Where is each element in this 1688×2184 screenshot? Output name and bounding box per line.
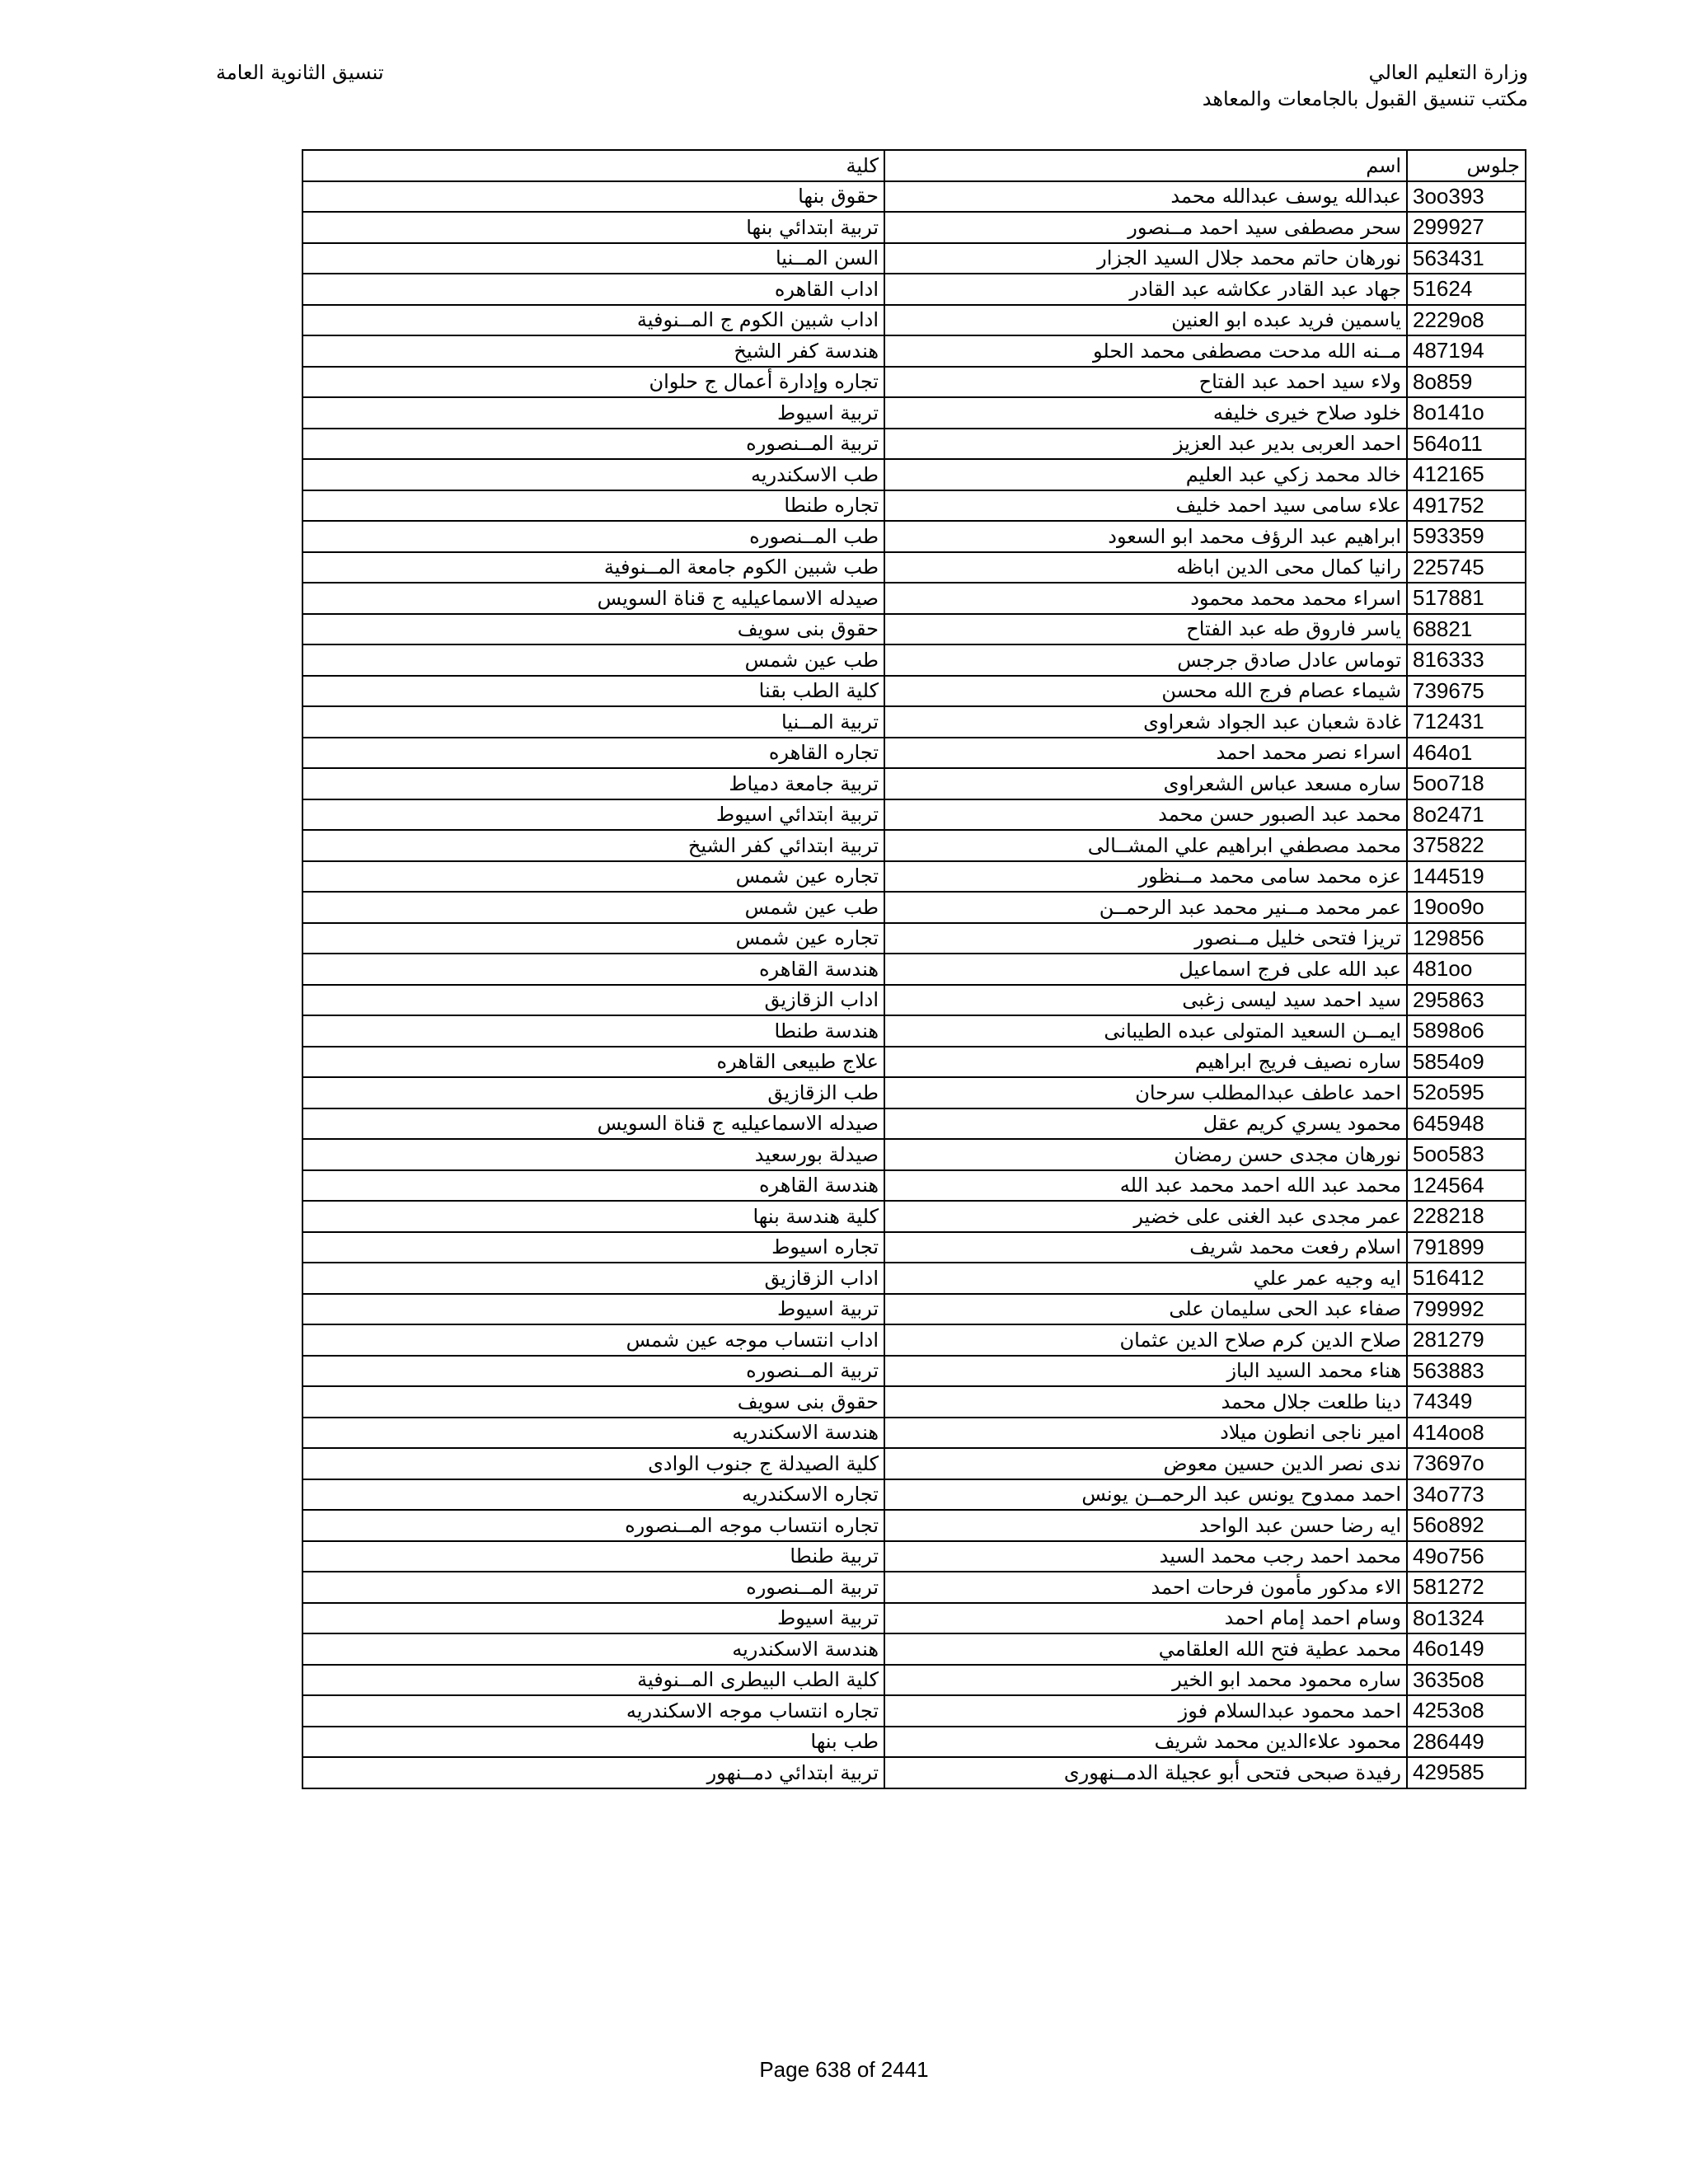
faculty-cell: صيدله الاسماعيليه ج قناة السويس — [302, 1108, 884, 1140]
table-row — [302, 367, 1526, 398]
faculty-cell: طب الزقازيق — [302, 1077, 884, 1108]
student-name-cell: عزه محمد سامى محمد مــنظور — [884, 861, 1407, 893]
faculty-cell: تجاره القاهره — [302, 738, 884, 769]
seat-number-cell: 34o773 — [1407, 1479, 1526, 1511]
faculty-cell: هندسة طنطا — [302, 1015, 884, 1047]
seat-number-cell: 281279 — [1407, 1324, 1526, 1356]
faculty-cell: تربية طنطا — [302, 1541, 884, 1572]
faculty-cell: كلية الطب بقنا — [302, 676, 884, 707]
table-row — [302, 521, 1526, 552]
student-name-cell: عبدالله يوسف عبدالله محمد — [884, 181, 1407, 213]
table-row — [302, 1448, 1526, 1479]
seat-number-cell: 8o859 — [1407, 367, 1526, 398]
table-row — [302, 335, 1526, 367]
seat-number-cell: 491752 — [1407, 490, 1526, 522]
seat-number-cell: 74349 — [1407, 1386, 1526, 1418]
student-name-cell: عمر مجدى عبد الغنى على خضير — [884, 1201, 1407, 1232]
seat-number-cell: 487194 — [1407, 335, 1526, 367]
faculty-cell: طب شبين الكوم جامعة المــنوفية — [302, 552, 884, 583]
ministry-title: وزارة التعليم العالي — [1368, 61, 1528, 84]
seat-number-cell: 19oo9o — [1407, 892, 1526, 923]
student-name-cell: عبد الله على فرج اسماعيل — [884, 954, 1407, 985]
table-body — [302, 181, 1526, 1788]
table-row — [302, 1047, 1526, 1078]
faculty-cell: تجاره عين شمس — [302, 861, 884, 893]
table-row — [302, 1232, 1526, 1263]
table-row — [302, 614, 1526, 645]
table-row — [302, 1170, 1526, 1202]
student-name-cell: ولاء سيد احمد عبد الفتاح — [884, 367, 1407, 398]
table-row — [302, 459, 1526, 490]
seat-number-cell: 68821 — [1407, 614, 1526, 645]
table-row — [302, 212, 1526, 243]
faculty-cell: تجاره عين شمس — [302, 923, 884, 954]
seat-number-cell: 8o1324 — [1407, 1603, 1526, 1634]
faculty-cell: تربية المــنيا — [302, 706, 884, 738]
seat-number-cell: 563431 — [1407, 243, 1526, 274]
table-row — [302, 305, 1526, 336]
column-header-name: اسم — [884, 150, 1407, 181]
seat-number-cell: 563883 — [1407, 1356, 1526, 1387]
seat-number-cell: 3oo393 — [1407, 181, 1526, 213]
seat-number-cell: 429585 — [1407, 1757, 1526, 1788]
student-name-cell: اسراء نصر محمد احمد — [884, 738, 1407, 769]
seat-number-cell: 2229o8 — [1407, 305, 1526, 336]
faculty-cell: تجاره وإدارة أعمال ج حلوان — [302, 367, 884, 398]
seat-number-cell: 8o2471 — [1407, 799, 1526, 831]
student-name-cell: امير ناجى انطون ميلاد — [884, 1418, 1407, 1449]
seat-number-cell: 739675 — [1407, 676, 1526, 707]
table-row — [302, 1695, 1526, 1727]
office-title: مكتب تنسيق القبول بالجامعات والمعاهد — [1202, 87, 1528, 110]
table-header-row — [302, 150, 1526, 181]
table-row — [302, 429, 1526, 460]
table-row — [302, 1727, 1526, 1758]
seat-number-cell: 712431 — [1407, 706, 1526, 738]
faculty-cell: طب عين شمس — [302, 644, 884, 676]
student-name-cell: محمود علاءالدين محمد شريف — [884, 1727, 1407, 1758]
seat-number-cell: 49o756 — [1407, 1541, 1526, 1572]
faculty-cell: هندسة الاسكندريه — [302, 1418, 884, 1449]
seat-number-cell: 228218 — [1407, 1201, 1526, 1232]
student-name-cell: علاء سامى سيد احمد خليف — [884, 490, 1407, 522]
student-name-cell: وسام احمد إمام احمد — [884, 1603, 1407, 1634]
faculty-cell: حقوق بنى سويف — [302, 1386, 884, 1418]
faculty-cell: طب الاسكندريه — [302, 459, 884, 490]
student-name-cell: هناء محمد السيد الباز — [884, 1356, 1407, 1387]
seat-number-cell: 286449 — [1407, 1727, 1526, 1758]
table-row — [302, 923, 1526, 954]
faculty-cell: تربية ابتدائي بنها — [302, 212, 884, 243]
seat-number-cell: 464o1 — [1407, 738, 1526, 769]
student-name-cell: ياسمين فريد عبده ابو العنين — [884, 305, 1407, 336]
table-row — [302, 861, 1526, 893]
admissions-table — [302, 149, 1526, 1789]
seat-number-cell: 52o595 — [1407, 1077, 1526, 1108]
student-name-cell: ندى نصر الدين حسين معوض — [884, 1448, 1407, 1479]
faculty-cell: تجاره انتساب موجه الاسكندريه — [302, 1695, 884, 1727]
faculty-cell: السن المــنيا — [302, 243, 884, 274]
seat-number-cell: 564o11 — [1407, 429, 1526, 460]
table-row — [302, 1418, 1526, 1449]
student-name-cell: رفيدة صبحى فتحى أبو عجيلة الدمــنهورى — [884, 1757, 1407, 1788]
table-row — [302, 1201, 1526, 1232]
faculty-cell: اداب شبين الكوم ج المــنوفية — [302, 305, 884, 336]
table-row — [302, 768, 1526, 799]
seat-number-cell: 593359 — [1407, 521, 1526, 552]
student-name-cell: نورهان مجدى حسن رمضان — [884, 1139, 1407, 1170]
table-row — [302, 676, 1526, 707]
faculty-cell: تربية اسيوط — [302, 1294, 884, 1325]
table-row — [302, 954, 1526, 985]
student-name-cell: صفاء عبد الحى سليمان على — [884, 1294, 1407, 1325]
student-name-cell: ساره محمود محمد ابو الخير — [884, 1665, 1407, 1696]
table-row — [302, 738, 1526, 769]
seat-number-cell: 791899 — [1407, 1232, 1526, 1263]
table-row — [302, 706, 1526, 738]
student-name-cell: احمد العربى بدير عبد العزيز — [884, 429, 1407, 460]
coordination-title: تنسيق الثانوية العامة — [216, 61, 384, 84]
faculty-cell: اداب الزقازيق — [302, 1263, 884, 1294]
seat-number-cell: 5oo718 — [1407, 768, 1526, 799]
seat-number-cell: 816333 — [1407, 644, 1526, 676]
student-name-cell: احمد محمود عبدالسلام فوز — [884, 1695, 1407, 1727]
faculty-cell: اداب انتساب موجه عين شمس — [302, 1324, 884, 1356]
faculty-cell: تربية ابتدائي كفر الشيخ — [302, 830, 884, 861]
seat-number-cell: 73697o — [1407, 1448, 1526, 1479]
seat-number-cell: 225745 — [1407, 552, 1526, 583]
seat-number-cell: 516412 — [1407, 1263, 1526, 1294]
faculty-cell: كلية الطب البيطرى المــنوفية — [302, 1665, 884, 1696]
student-name-cell: خلود صلاح خيرى خليفه — [884, 397, 1407, 429]
seat-number-cell: 8o141o — [1407, 397, 1526, 429]
seat-number-cell: 129856 — [1407, 923, 1526, 954]
seat-number-cell: 5854o9 — [1407, 1047, 1526, 1078]
student-name-cell: محمد مصطفي ابراهيم علي المشــالى — [884, 830, 1407, 861]
seat-number-cell: 3635o8 — [1407, 1665, 1526, 1696]
faculty-cell: تربية المــنصوره — [302, 1356, 884, 1387]
table-row — [302, 830, 1526, 861]
seat-number-cell: 5898o6 — [1407, 1015, 1526, 1047]
seat-number-cell: 299927 — [1407, 212, 1526, 243]
faculty-cell: اداب الزقازيق — [302, 985, 884, 1016]
student-name-cell: محمد عبد الله احمد محمد عبد الله — [884, 1170, 1407, 1202]
seat-number-cell: 375822 — [1407, 830, 1526, 861]
faculty-cell: كلية هندسة بنها — [302, 1201, 884, 1232]
table-row — [302, 1139, 1526, 1170]
student-name-cell: اسراء محمد محمد محمود — [884, 583, 1407, 614]
seat-number-cell: 481oo — [1407, 954, 1526, 985]
faculty-cell: هندسة القاهره — [302, 1170, 884, 1202]
header-right — [1203, 59, 1528, 112]
faculty-cell: تربية جامعة دمياط — [302, 768, 884, 799]
page-number: Page 638 of 2441 — [759, 2057, 929, 2082]
student-name-cell: خالد محمد زكي عبد العليم — [884, 459, 1407, 490]
student-name-cell: دينا طلعت جلال محمد — [884, 1386, 1407, 1418]
table-row — [302, 1077, 1526, 1108]
table-row — [302, 243, 1526, 274]
seat-number-cell: 412165 — [1407, 459, 1526, 490]
student-name-cell: ايه رضا حسن عبد الواحد — [884, 1510, 1407, 1541]
column-header-faculty: كلية — [302, 150, 884, 181]
table-row — [302, 1633, 1526, 1665]
faculty-cell: هندسة كفر الشيخ — [302, 335, 884, 367]
table-row — [302, 1572, 1526, 1603]
student-name-cell: تريزا فتحى خليل مــنصور — [884, 923, 1407, 954]
faculty-cell: طب المــنصوره — [302, 521, 884, 552]
faculty-cell: طب عين شمس — [302, 892, 884, 923]
faculty-cell: تربية ابتدائي اسيوط — [302, 799, 884, 831]
student-name-cell: محمد احمد رجب محمد السيد — [884, 1541, 1407, 1572]
seat-number-cell: 5oo583 — [1407, 1139, 1526, 1170]
student-name-cell: محمد عطية فتح الله العلقامي — [884, 1633, 1407, 1665]
student-name-cell: شيماء عصام فرج الله محسن — [884, 676, 1407, 707]
seat-number-cell: 645948 — [1407, 1108, 1526, 1140]
faculty-cell: تربية المــنصوره — [302, 1572, 884, 1603]
table-row — [302, 644, 1526, 676]
seat-number-cell: 56o892 — [1407, 1510, 1526, 1541]
faculty-cell: طب بنها — [302, 1727, 884, 1758]
table-row — [302, 1541, 1526, 1572]
seat-number-cell: 295863 — [1407, 985, 1526, 1016]
table-row — [302, 552, 1526, 583]
seat-number-cell: 46o149 — [1407, 1633, 1526, 1665]
table-row — [302, 583, 1526, 614]
seat-number-cell: 799992 — [1407, 1294, 1526, 1325]
table-row — [302, 1510, 1526, 1541]
seat-number-cell: 581272 — [1407, 1572, 1526, 1603]
faculty-cell: صيدله الاسماعيليه ج قناة السويس — [302, 583, 884, 614]
student-name-cell: صلاح الدين كرم صلاح الدين عثمان — [884, 1324, 1407, 1356]
faculty-cell: تربية اسيوط — [302, 397, 884, 429]
student-name-cell: محمود يسري كريم عقل — [884, 1108, 1407, 1140]
student-name-cell: احمد ممدوح يونس عبد الرحمــن يونس — [884, 1479, 1407, 1511]
student-name-cell: جهاد عبد القادر عكاشه عبد القادر — [884, 274, 1407, 305]
seat-number-cell: 51624 — [1407, 274, 1526, 305]
faculty-cell: كلية الصيدلة ج جنوب الوادى — [302, 1448, 884, 1479]
table-row — [302, 1324, 1526, 1356]
seat-number-cell: 4253o8 — [1407, 1695, 1526, 1727]
student-name-cell: مــنه الله مدحت مصطفى محمد الحلو — [884, 335, 1407, 367]
faculty-cell: اداب القاهره — [302, 274, 884, 305]
student-name-cell: سحر مصطفى سيد احمد مــنصور — [884, 212, 1407, 243]
faculty-cell: تجاره طنطا — [302, 490, 884, 522]
table-row — [302, 1294, 1526, 1325]
student-name-cell: ابراهيم عبد الرؤف محمد ابو السعود — [884, 521, 1407, 552]
table-row — [302, 1665, 1526, 1696]
table-row — [302, 985, 1526, 1016]
faculty-cell: صيدلة بورسعيد — [302, 1139, 884, 1170]
table-row — [302, 1603, 1526, 1634]
student-name-cell: توماس عادل صادق جرجس — [884, 644, 1407, 676]
student-name-cell: احمد عاطف عبدالمطلب سرحان — [884, 1077, 1407, 1108]
faculty-cell: تجاره الاسكندريه — [302, 1479, 884, 1511]
student-name-cell: ياسر فاروق طه عبد الفتاح — [884, 614, 1407, 645]
student-name-cell: ساره نصيف فريج ابراهيم — [884, 1047, 1407, 1078]
faculty-cell: تجاره انتساب موجه المــنصوره — [302, 1510, 884, 1541]
table-row — [302, 1015, 1526, 1047]
student-name-cell: ساره مسعد عباس الشعراوى — [884, 768, 1407, 799]
student-name-cell: محمد عبد الصبور حسن محمد — [884, 799, 1407, 831]
column-header-seat-number: جلوس — [1407, 150, 1526, 181]
faculty-cell: حقوق بنى سويف — [302, 614, 884, 645]
faculty-cell: حقوق بنها — [302, 181, 884, 213]
faculty-cell: هندسة القاهره — [302, 954, 884, 985]
faculty-cell: تربية المــنصوره — [302, 429, 884, 460]
student-name-cell: غادة شعبان عبد الجواد شعراوى — [884, 706, 1407, 738]
faculty-cell: تربية اسيوط — [302, 1603, 884, 1634]
faculty-cell: تجاره اسيوط — [302, 1232, 884, 1263]
table-row — [302, 274, 1526, 305]
faculty-cell: علاج طبيعى القاهره — [302, 1047, 884, 1078]
table-row — [302, 1108, 1526, 1140]
table-row — [302, 1757, 1526, 1788]
table-row — [302, 397, 1526, 429]
table-row — [302, 1263, 1526, 1294]
seat-number-cell: 144519 — [1407, 861, 1526, 893]
faculty-cell: تربية ابتدائي دمــنهور — [302, 1757, 884, 1788]
seat-number-cell: 124564 — [1407, 1170, 1526, 1202]
table-row — [302, 799, 1526, 831]
student-name-cell: رانيا كمال محى الدين اباظه — [884, 552, 1407, 583]
table-row — [302, 490, 1526, 522]
student-name-cell: نورهان حاتم محمد جلال السيد الجزار — [884, 243, 1407, 274]
student-name-cell: ايه وجيه عمر علي — [884, 1263, 1407, 1294]
table-row — [302, 1479, 1526, 1511]
table-row — [302, 1386, 1526, 1418]
seat-number-cell: 517881 — [1407, 583, 1526, 614]
student-name-cell: ايمــن السعيد المتولى عبده الطيبانى — [884, 1015, 1407, 1047]
table-row — [302, 1356, 1526, 1387]
student-name-cell: سيد احمد سيد ليسى زغبى — [884, 985, 1407, 1016]
faculty-cell: هندسة الاسكندريه — [302, 1633, 884, 1665]
seat-number-cell: 414oo8 — [1407, 1418, 1526, 1449]
student-name-cell: الاء مدكور مأمون فرحات احمد — [884, 1572, 1407, 1603]
table-row — [302, 181, 1526, 213]
student-name-cell: عمر محمد مــنير محمد عبد الرحمــن — [884, 892, 1407, 923]
student-name-cell: اسلام رفعت محمد شريف — [884, 1232, 1407, 1263]
table-row — [302, 892, 1526, 923]
